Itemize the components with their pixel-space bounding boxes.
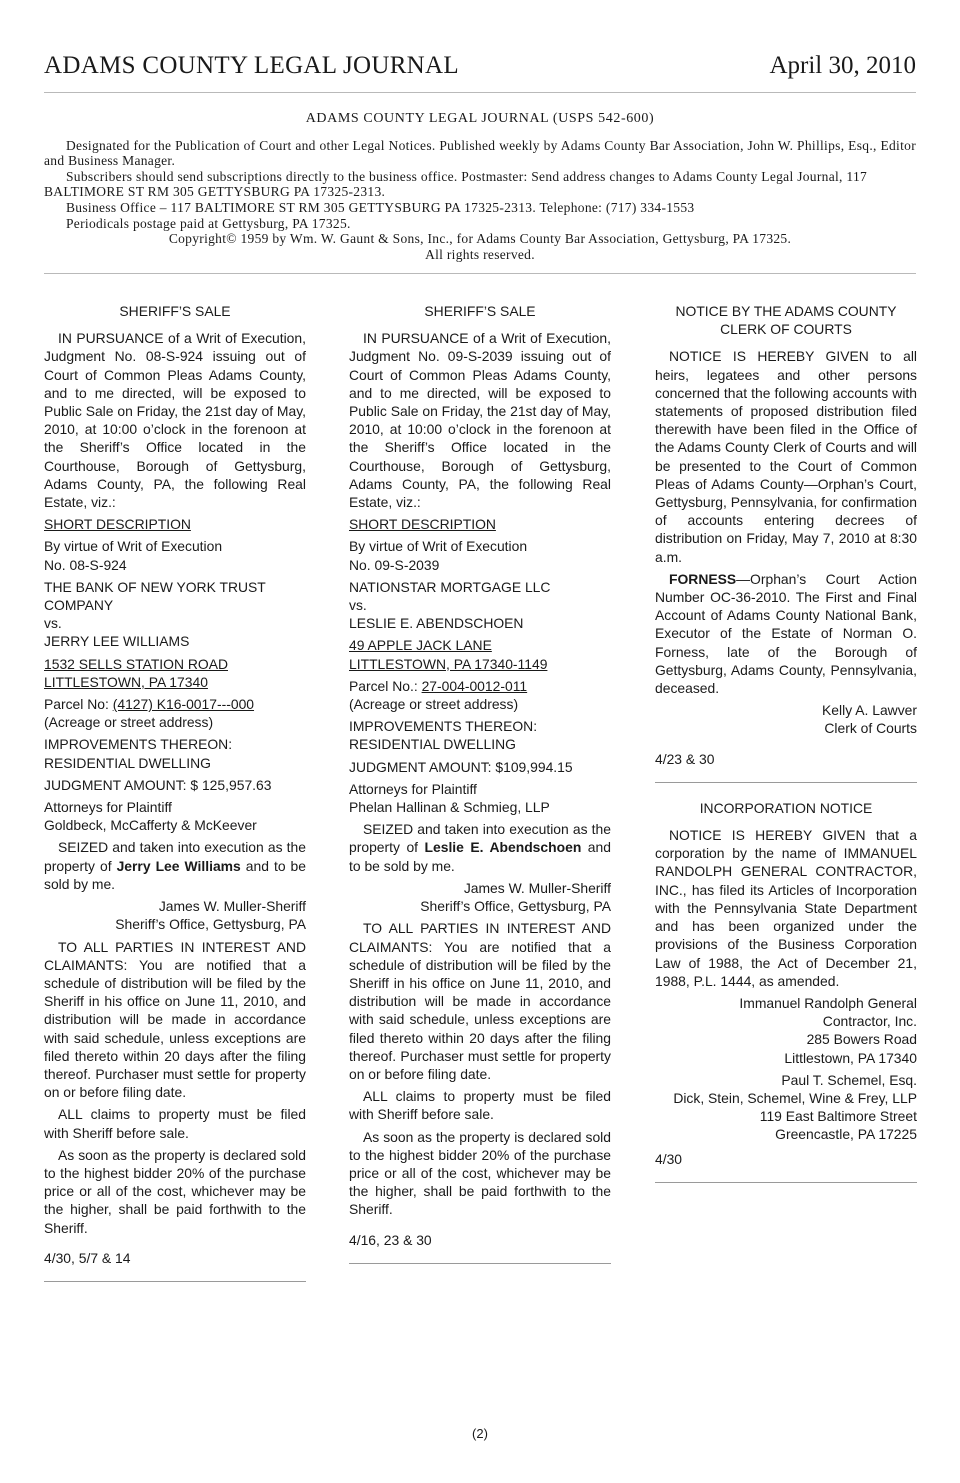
acreage-note: (Acreage or street address) xyxy=(44,714,214,731)
parties xyxy=(349,578,611,633)
writ-number: No. 08-S-924 xyxy=(44,556,127,573)
masthead-divider xyxy=(44,273,916,274)
seized-text-end: and to be sold by me. xyxy=(349,839,611,874)
clerk-name: Kelly A. Lawver xyxy=(822,702,917,719)
seized-owner: Jerry Lee Williams xyxy=(116,857,241,874)
incorporation-body: NOTICE IS HEREBY GIVEN that a corporation by the name of IMMANUEL RANDOLPH GENERAL CONTRACTOR, INC., has filed its Articles of Incorporation with the Pennsylvania State Department and has been organized under the provisions of the Business Corporation Law of 1988, the Act of December 21, 1988, P.L. 1444, as amended. xyxy=(655,827,917,989)
plaintiff-name: THE BANK OF NEW YORK TRUST COMPANY xyxy=(44,578,266,614)
masthead-periodicals: Periodicals postage paid at Gettysburg, PA 17325. xyxy=(66,215,351,231)
parcel-label: Parcel No: xyxy=(44,696,113,713)
section-heading: SHERIFF’S SALE xyxy=(424,303,536,319)
acreage-note: (Acreage or street address) xyxy=(349,696,519,713)
section-divider xyxy=(655,782,917,783)
clerk-notice-heading: NOTICE BY THE ADAMS COUNTY CLERK OF COURTS xyxy=(675,303,897,338)
forness-name: FORNESS xyxy=(669,570,737,587)
improvements-value: RESIDENTIAL DWELLING xyxy=(44,754,211,771)
attorney-name: Paul T. Schemel, Esq. xyxy=(781,1071,917,1088)
attorneys-firm: Goldbeck, McCafferty & McKeever xyxy=(44,817,257,834)
parcel-label: Parcel No.: xyxy=(349,677,422,694)
improvements-label: IMPROVEMENTS THEREON: xyxy=(349,718,538,735)
masthead-business-office: Business Office – 117 BALTIMORE ST RM 305 GETTYSBURG PA 17325-2313. Telephone: (717) 334-1553 xyxy=(66,199,695,215)
attorneys-label: Attorneys for Plaintiff xyxy=(349,780,477,797)
judgment-amount: JUDGMENT AMOUNT: $109,994.15 xyxy=(349,758,573,775)
versus: vs. xyxy=(44,615,62,632)
property-address xyxy=(349,636,611,672)
publication-dates: 4/30, 5/7 & 14 xyxy=(44,1249,131,1266)
company-street: 285 Bowers Road xyxy=(806,1031,917,1048)
attorneys xyxy=(44,798,306,834)
column-divider xyxy=(349,1263,611,1264)
parcel-info xyxy=(44,695,306,731)
address-street: 49 APPLE JACK LANE xyxy=(349,637,492,654)
section-heading: SHERIFF’S SALE xyxy=(119,303,231,319)
forness-text: —Orphan’s Court Action Number OC-36-2010. The First and Final Account of Adams County National Bank, Executor of the Estate of Norman O. Forness, late of the Borough of Gettysburg, Adams County, Pennsylvania, deceased. xyxy=(655,570,917,697)
writ-number: No. 09-S-2039 xyxy=(349,556,440,573)
masthead xyxy=(44,111,916,262)
short-description-label: SHORT DESCRIPTION xyxy=(349,516,496,533)
writ-line: By virtue of Writ of Execution xyxy=(44,538,223,555)
judgment-amount: JUDGMENT AMOUNT: $ 125,957.63 xyxy=(44,776,272,793)
distribution-notice: TO ALL PARTIES IN INTEREST AND CLAIMANTS: You are notified that a schedule of distribution will be filed by the Sheriff in his office on June 11, 2010, and distribution will be made in accordance with said schedule, unless exceptions are filed thereto within 20 days after the filing thereof. Purchaser must settle for property on or before filing date. xyxy=(349,920,611,1082)
seized-statement xyxy=(44,838,306,893)
writ-line: By virtue of Writ of Execution xyxy=(349,538,528,555)
sale-intro: IN PURSUANCE of a Writ of Execution, Judgment No. 08-S-924 issuing out of Court of Common Pleas Adams County, and to me directed, will be exposed to Public Sale on Friday, the 21st day of May, 2010, at 10:00 o’clock in the forenoon at the Sheriff’s Office located in the Courthouse, Borough of Gettysburg, Adams County, PA, the following Real Estate, viz.: xyxy=(44,330,306,511)
company-signature xyxy=(655,994,917,1067)
improvements xyxy=(44,735,306,771)
seized-text-end: and to be sold by me. xyxy=(44,857,307,892)
parcel-info xyxy=(349,677,611,713)
short-description-label: SHORT DESCRIPTION xyxy=(44,516,191,533)
parties xyxy=(44,578,306,651)
forness-account xyxy=(655,570,917,697)
incorporation-dates: 4/30 xyxy=(655,1150,683,1167)
plaintiff-name: NATIONSTAR MORTGAGE LLC xyxy=(349,578,551,595)
masthead-copyright: Copyright© 1959 by Wm. W. Gaunt & Sons, Inc., for Adams County Bar Association, Gettysburg, PA 17325. xyxy=(168,231,792,247)
defendant-name: LESLIE E. ABENDSCHOEN xyxy=(349,615,524,632)
column-sheriffs-sale-2 xyxy=(349,302,611,1264)
seized-statement xyxy=(349,820,611,875)
address-city: LITTLESTOWN, PA 17340 xyxy=(44,673,208,690)
publication-dates: 4/16, 23 & 30 xyxy=(349,1231,432,1248)
attorney-signature xyxy=(655,1071,917,1144)
incorporation-heading: INCORPORATION NOTICE xyxy=(699,799,873,816)
company-name-line2: Contractor, Inc. xyxy=(822,1013,917,1030)
masthead-subscribers: Subscribers should send subscriptions directly to the business office. Postmaster: Send address changes to Adams County Legal Journal, 117 BALTIMORE ST RM 305 GETTYSBURG PA 17325-2313. xyxy=(44,168,868,200)
masthead-designated: Designated for the Publication of Court and other Legal Notices. Published weekly by Adams County Bar Association, John W. Phillips, Esq., Editor and Business Manager. xyxy=(44,137,916,169)
clerk-title: Clerk of Courts xyxy=(824,720,917,737)
versus: vs. xyxy=(349,597,367,614)
attorneys xyxy=(349,780,611,816)
parcel-number: (4127) K16-0017---000 xyxy=(112,696,255,713)
sheriff-office: Sheriff’s Office, Gettysburg, PA xyxy=(420,898,611,915)
sheriff-name: James W. Muller-Sheriff xyxy=(158,898,306,915)
address-street: 1532 SELLS STATION ROAD xyxy=(44,655,228,672)
header-divider xyxy=(44,92,916,93)
seized-owner: Leslie E. Abendschoen xyxy=(424,839,582,856)
attorney-firm: Dick, Stein, Schemel, Wine & Frey, LLP xyxy=(673,1089,917,1106)
column-sheriffs-sale-1 xyxy=(44,302,306,1282)
sale-intro: IN PURSUANCE of a Writ of Execution, Judgment No. 09-S-2039 issuing out of Court of Common Pleas Adams County, and to me directed, will be exposed to Public Sale on Friday, the 21st day of May, 2010, at 10:00 o’clock in the forenoon at the Sheriff’s Office located in the Courthouse, Borough of Gettysburg, Adams County, PA, the following Real Estate, viz.: xyxy=(349,330,611,511)
payment-notice: As soon as the property is declared sold to the highest bidder 20% of the purchase price or all of the cost, whichever may be the higher, shall be paid forthwith to the Sheriff. xyxy=(44,1146,306,1236)
improvements-label: IMPROVEMENTS THEREON: xyxy=(44,736,233,753)
improvements-value: RESIDENTIAL DWELLING xyxy=(349,736,516,753)
payment-notice: As soon as the property is declared sold to the highest bidder 20% of the purchase price or all of the cost, whichever may be the higher, shall be paid forthwith to the Sheriff. xyxy=(349,1128,611,1218)
address-city: LITTLESTOWN, PA 17340-1149 xyxy=(349,655,548,672)
journal-name: ADAMS COUNTY LEGAL JOURNAL xyxy=(44,52,459,79)
claims-notice: ALL claims to property must be filed with Sheriff before sale. xyxy=(349,1088,611,1123)
sheriff-signature xyxy=(349,879,611,915)
column-notices xyxy=(655,302,917,1183)
clerk-signature xyxy=(655,701,917,737)
improvements xyxy=(349,717,611,753)
parcel-number: 27-004-0012-011 xyxy=(421,677,528,694)
seized-text: SEIZED and taken into execution as the property of xyxy=(44,839,306,874)
claims-notice: ALL claims to property must be filed with Sheriff before sale. xyxy=(44,1106,306,1141)
property-address xyxy=(44,655,306,691)
column-divider xyxy=(655,1182,917,1183)
sheriff-signature xyxy=(44,897,306,933)
attorneys-label: Attorneys for Plaintiff xyxy=(44,799,172,816)
seized-text: SEIZED and taken into execution as the property of xyxy=(349,821,611,856)
attorneys-firm: Phelan Hallinan & Schmieg, LLP xyxy=(349,799,550,816)
writ-info xyxy=(44,537,306,573)
sheriff-name: James W. Muller-Sheriff xyxy=(463,879,611,896)
writ-info xyxy=(349,537,611,573)
clerk-notice-dates: 4/23 & 30 xyxy=(655,750,715,767)
distribution-notice: TO ALL PARTIES IN INTEREST AND CLAIMANTS: You are notified that a schedule of distribution will be filed by the Sheriff in his office on June 11, 2010, and distribution will be made in accordance with said schedule, unless exceptions are filed thereto within 20 days after the filing thereof. Purchaser must settle for property on or before filing date. xyxy=(44,938,306,1101)
masthead-rights: All rights reserved. xyxy=(425,246,535,262)
company-name-line1: Immanuel Randolph General xyxy=(739,994,917,1011)
issue-date: April 30, 2010 xyxy=(769,52,916,79)
page-header xyxy=(44,52,916,86)
attorney-city: Greencastle, PA 17225 xyxy=(775,1126,917,1143)
masthead-title: ADAMS COUNTY LEGAL JOURNAL (USPS 542-600) xyxy=(305,111,655,126)
clerk-notice-body: NOTICE IS HEREBY GIVEN to all heirs, legatees and other persons concerned that the following accounts with statements of proposed distribution filed therewith have been filed in the Office of the Adams County Clerk of Courts and will be presented to the Court of Common Pleas of Adams County—Orphan’s Court, Gettysburg, Pennsylvania, for confirmation of accounts entering decrees of distribution on Friday, May 7, 2010 at 8:30 a.m. xyxy=(655,348,917,565)
company-city: Littlestown, PA 17340 xyxy=(784,1049,917,1066)
sheriff-office: Sheriff’s Office, Gettysburg, PA xyxy=(115,916,306,933)
page-number: (2) xyxy=(472,1426,488,1441)
column-divider xyxy=(44,1281,306,1282)
defendant-name: JERRY LEE WILLIAMS xyxy=(44,633,190,650)
attorney-street: 119 East Baltimore Street xyxy=(759,1108,917,1125)
